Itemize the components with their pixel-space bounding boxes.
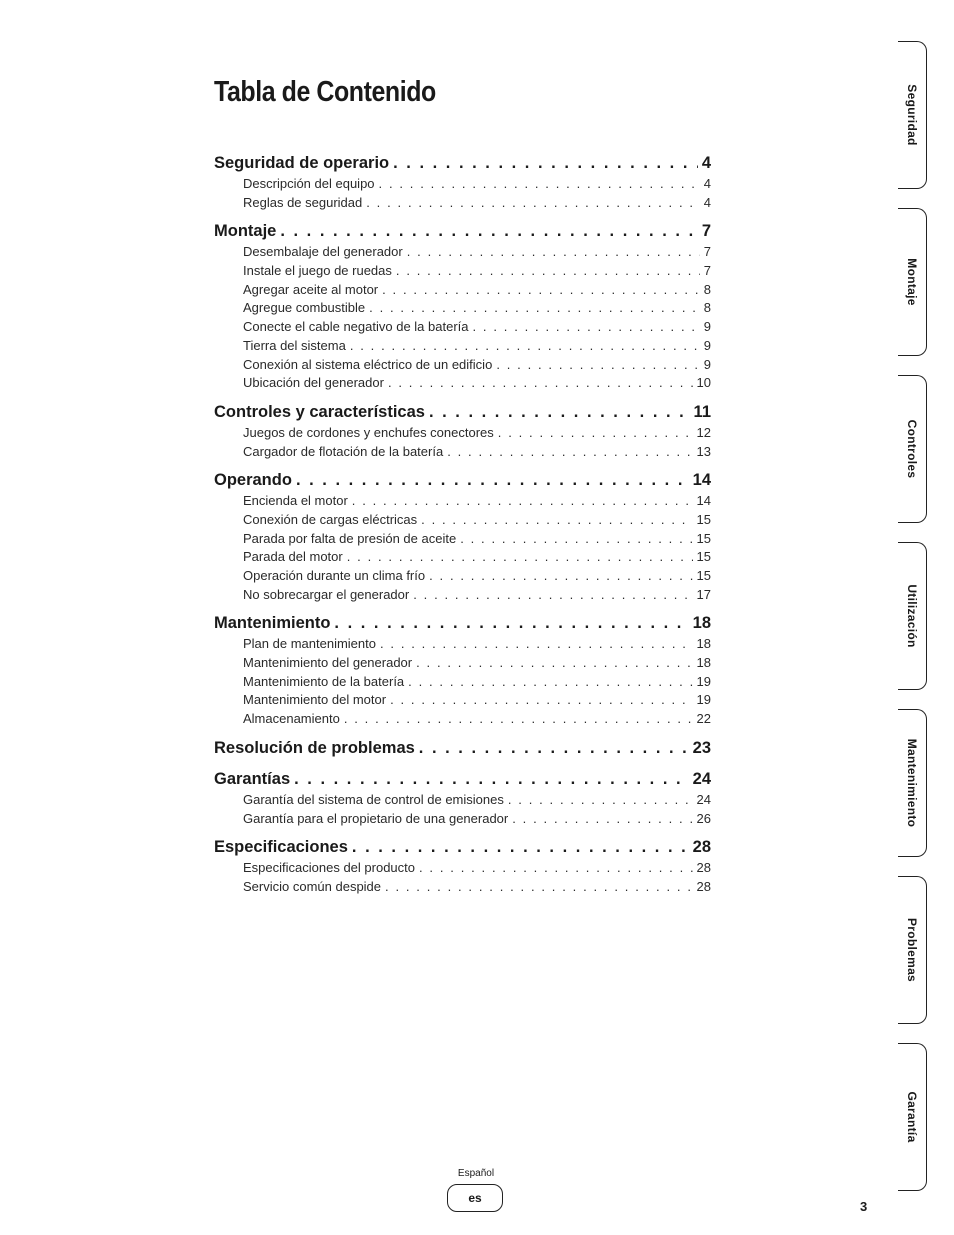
toc-subsection-entry-title: Servicio común despide xyxy=(243,878,382,894)
dot-leader xyxy=(334,614,688,633)
toc-section-entry[interactable] xyxy=(214,739,711,761)
toc-section-entry-page: 18 xyxy=(692,614,711,633)
side-tab-label: Montaje xyxy=(905,258,919,306)
toc-section-entry-page: 14 xyxy=(692,471,711,490)
dot-leader xyxy=(429,568,692,583)
toc-subsection-entry-title: Desembalaje del generador xyxy=(243,244,403,260)
toc-subsection-entry-title: Agregue combustible xyxy=(243,300,366,316)
toc-section-entry[interactable] xyxy=(214,154,711,176)
toc-subsection-entry[interactable] xyxy=(243,319,711,338)
toc-section xyxy=(214,770,711,829)
dot-leader xyxy=(416,655,692,670)
toc-subsection-entry-title: Plan de mantenimiento xyxy=(243,636,376,652)
toc-subsection-entry[interactable] xyxy=(243,176,711,195)
toc-subsection-entry-title: Juegos de cordones y enchufes conectores xyxy=(243,424,494,440)
toc-subsection-entry-title: Parada del motor xyxy=(243,549,343,565)
dot-leader xyxy=(385,879,693,894)
dot-leader xyxy=(379,176,700,191)
toc-subsection-entry[interactable] xyxy=(243,568,711,587)
toc-subsection-entry-page: 9 xyxy=(703,337,711,353)
toc-subsection-entry-page: 19 xyxy=(696,692,711,708)
dot-leader xyxy=(280,222,697,241)
toc-subsection-entry-title: Agregar aceite al motor xyxy=(243,281,379,297)
toc-section-entry-page: 4 xyxy=(701,154,711,172)
dot-leader xyxy=(419,860,693,875)
dot-leader xyxy=(473,319,700,334)
dot-leader xyxy=(429,403,690,422)
dot-leader xyxy=(388,375,693,390)
toc-subsection-entry-page: 19 xyxy=(696,673,711,689)
dot-leader xyxy=(352,838,689,857)
toc-section-entry-title: Especificaciones xyxy=(214,838,348,857)
dot-leader xyxy=(294,770,689,789)
toc-subsection-entry[interactable] xyxy=(243,636,711,655)
toc-subsection-entry-page: 14 xyxy=(696,493,711,509)
toc-section xyxy=(214,403,711,462)
dot-leader xyxy=(413,587,692,602)
toc-section-entry-title: Mantenimiento xyxy=(214,614,331,633)
toc-subsection-entry[interactable] xyxy=(243,512,711,531)
toc-section-entry-title: Seguridad de operario xyxy=(214,154,390,172)
toc-subsection-entry-page: 15 xyxy=(696,511,711,527)
toc-subsection-entry-page: 9 xyxy=(703,319,711,335)
toc-subsection-entry-page: 24 xyxy=(696,791,711,807)
toc-subsection-entry-page: 28 xyxy=(696,878,711,894)
toc-subsection-entry[interactable] xyxy=(243,300,711,319)
toc-subsection-entry-page: 12 xyxy=(696,424,711,440)
toc-subsection-entry[interactable] xyxy=(243,711,711,730)
toc-subsection-entry[interactable] xyxy=(243,282,711,301)
toc-subsection-entry-title: Cargador de flotación de la batería xyxy=(243,443,444,459)
toc-subsection-entry-page: 4 xyxy=(703,176,711,191)
dot-leader xyxy=(393,154,698,173)
side-tab[interactable] xyxy=(898,709,927,857)
side-tab-label: Problemas xyxy=(905,917,919,983)
toc-section-entry-page: 7 xyxy=(701,222,711,241)
dot-leader xyxy=(447,444,692,459)
side-tab[interactable] xyxy=(898,41,927,189)
toc-subsection-entry-title: Tierra del sistema xyxy=(243,337,346,353)
dot-leader xyxy=(460,531,692,546)
toc-subsection-entry[interactable] xyxy=(243,338,711,357)
toc-subsection-entry-page: 28 xyxy=(696,860,711,876)
toc-subsection-entry-page: 9 xyxy=(703,356,711,372)
dot-leader xyxy=(352,493,693,508)
toc-subsection-entry-title: Reglas de seguridad xyxy=(243,194,363,210)
toc-subsection-entry[interactable] xyxy=(243,792,711,811)
language-code-badge: es xyxy=(447,1184,503,1212)
side-tab[interactable] xyxy=(898,542,927,690)
toc-subsection-entry-title: Ubicación del generador xyxy=(243,375,384,391)
toc-subsection-entry-title: Especificaciones del producto xyxy=(243,860,415,876)
side-tab[interactable] xyxy=(898,876,927,1024)
toc-section-entry-title: Garantías xyxy=(214,769,291,788)
toc-subsection-entry-title: Mantenimiento del generador xyxy=(243,655,413,671)
toc-subsection-entry-page: 8 xyxy=(703,281,711,297)
dot-leader xyxy=(382,282,700,297)
side-tab-label: Seguridad xyxy=(905,84,919,146)
toc-subsection-entry-page: 15 xyxy=(696,549,711,565)
page-number: 3 xyxy=(860,1199,868,1214)
toc-section-entry-page: 23 xyxy=(692,738,711,757)
toc-subsection-entry[interactable] xyxy=(243,244,711,263)
dot-leader xyxy=(390,692,692,707)
toc-section-entry[interactable] xyxy=(214,838,711,860)
dot-leader xyxy=(508,792,693,807)
toc-subsection-entry[interactable] xyxy=(243,655,711,674)
toc-subsection-entry-title: Instale el juego de ruedas xyxy=(243,263,392,279)
table-of-contents xyxy=(214,154,711,907)
side-tab[interactable] xyxy=(898,208,927,356)
toc-subsection-entry[interactable] xyxy=(243,493,711,512)
dot-leader xyxy=(408,674,692,689)
toc-subsection-entry-page: 8 xyxy=(703,300,711,316)
toc-subsection-entry-page: 7 xyxy=(703,244,711,260)
toc-section-entry-title: Controles y características xyxy=(214,402,425,421)
toc-subsection-entry-title: Operación durante un clima frío xyxy=(243,568,426,583)
toc-subsection-entry-title: Conexión al sistema eléctrico de un edificio xyxy=(243,356,493,372)
toc-subsection-entry[interactable] xyxy=(243,375,711,394)
dot-leader xyxy=(380,636,693,651)
toc-subsection-entry[interactable] xyxy=(243,531,711,550)
side-tab-label: Garantía xyxy=(905,1091,919,1143)
dot-leader xyxy=(496,357,699,372)
toc-subsection-entry[interactable] xyxy=(243,811,711,830)
toc-subsection-entry-title: Mantenimiento del motor xyxy=(243,692,387,708)
dot-leader xyxy=(421,512,692,527)
dot-leader xyxy=(366,195,700,210)
toc-subsection-entry[interactable] xyxy=(243,692,711,711)
side-tab-label: Mantenimiento xyxy=(905,738,919,828)
side-tab[interactable] xyxy=(898,375,927,523)
toc-subsection-entry[interactable] xyxy=(243,549,711,568)
toc-section-entry[interactable] xyxy=(214,770,711,792)
toc-subsection-entry[interactable] xyxy=(243,860,711,879)
dot-leader xyxy=(512,811,692,826)
toc-subsection-entry-title: Mantenimiento de la batería xyxy=(243,673,405,689)
side-tab-label: Utilización xyxy=(905,584,919,648)
toc-subsection-entry[interactable] xyxy=(243,195,711,214)
dot-leader xyxy=(296,471,689,490)
language-label: Español xyxy=(457,1168,495,1179)
toc-subsection-entry[interactable] xyxy=(243,444,711,463)
side-tab-label: Controles xyxy=(905,419,919,479)
dot-leader xyxy=(369,300,700,315)
toc-subsection-entry-title: No sobrecargar el generador xyxy=(243,586,410,602)
toc-subsection-entry[interactable] xyxy=(243,587,711,606)
page-title: Tabla de Contenido xyxy=(214,76,436,108)
toc-subsection-entry-title: Encienda el motor xyxy=(243,493,348,509)
toc-section-entry-page: 28 xyxy=(692,838,711,857)
toc-section-entry-title: Operando xyxy=(214,471,292,490)
toc-subsection-entry[interactable] xyxy=(243,674,711,693)
toc-section xyxy=(214,154,711,213)
dot-leader xyxy=(419,739,689,758)
toc-section-entry-page: 11 xyxy=(693,402,711,421)
toc-section xyxy=(214,838,711,897)
toc-section xyxy=(214,222,711,394)
toc-subsection-entry-page: 18 xyxy=(696,636,711,652)
toc-section xyxy=(214,471,711,605)
toc-subsection-entry[interactable] xyxy=(243,357,711,376)
toc-subsection-entry-page: 26 xyxy=(696,810,711,826)
toc-subsection-entry-title: Garantía del sistema de control de emisiones xyxy=(243,791,504,807)
toc-subsection-entry[interactable] xyxy=(243,263,711,282)
toc-subsection-entry-title: Parada por falta de presión de aceite xyxy=(243,530,457,546)
toc-subsection-entry-page: 7 xyxy=(703,263,711,279)
toc-section-entry-title: Montaje xyxy=(214,222,277,241)
dot-leader xyxy=(347,549,693,564)
side-tab[interactable] xyxy=(898,1043,927,1191)
toc-subsection-entry-page: 13 xyxy=(696,443,711,459)
toc-subsection-entry[interactable] xyxy=(243,879,711,898)
toc-subsection-entry-title: Almacenamiento xyxy=(243,711,340,727)
toc-subsection-entry-page: 4 xyxy=(703,194,711,210)
toc-subsection-entry-page: 18 xyxy=(696,655,711,671)
toc-subsection-entry-title: Garantía para el propietario de una generador xyxy=(243,810,509,826)
toc-subsection-entry-page: 10 xyxy=(696,375,711,391)
toc-section-entry[interactable] xyxy=(214,222,711,244)
toc-subsection-entry-page: 22 xyxy=(696,711,711,727)
toc-subsection-entry-page: 15 xyxy=(696,568,711,583)
dot-leader xyxy=(344,711,693,726)
toc-section-entry[interactable] xyxy=(214,471,711,493)
toc-section xyxy=(214,739,711,761)
toc-subsection-entry-title: Conecte el cable negativo de la batería xyxy=(243,319,469,335)
toc-section xyxy=(214,614,711,729)
toc-section-entry[interactable] xyxy=(214,614,711,636)
toc-section-entry-page: 24 xyxy=(692,769,711,788)
dot-leader xyxy=(350,338,700,353)
toc-section-entry-title: Resolución de problemas xyxy=(214,738,415,757)
dot-leader xyxy=(498,425,693,440)
toc-subsection-entry[interactable] xyxy=(243,425,711,444)
dot-leader xyxy=(407,244,700,259)
dot-leader xyxy=(396,263,700,278)
toc-subsection-entry-title: Conexión de cargas eléctricas xyxy=(243,511,418,527)
toc-subsection-entry-page: 17 xyxy=(696,586,711,602)
toc-section-entry[interactable] xyxy=(214,403,711,425)
toc-subsection-entry-page: 15 xyxy=(696,530,711,546)
toc-subsection-entry-title: Descripción del equipo xyxy=(243,176,375,191)
